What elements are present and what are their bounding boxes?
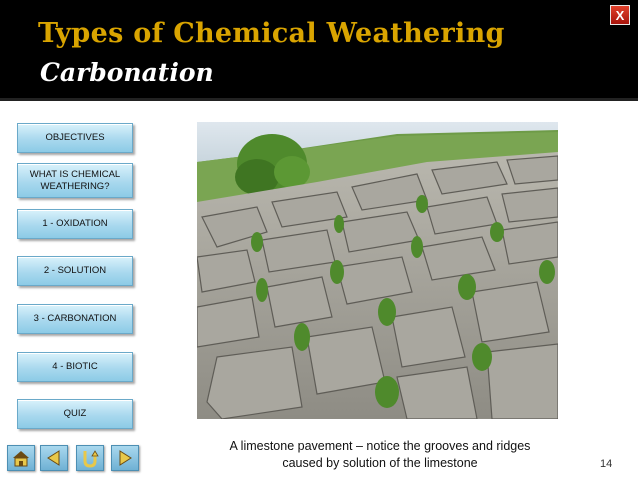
home-icon — [8, 446, 34, 470]
slide-subtitle: Carbonation — [40, 58, 214, 87]
photo-caption — [190, 438, 570, 472]
return-button[interactable] — [76, 445, 104, 471]
previous-icon — [41, 446, 67, 470]
limestone-pavement-photo — [197, 122, 558, 419]
header-divider — [0, 98, 638, 101]
caption-line-1: A limestone pavement – notice the grooves and ridges — [229, 439, 531, 453]
nav-objectives-label: OBJECTIVES — [45, 132, 105, 143]
nav-quiz-label: QUIZ — [63, 408, 87, 419]
return-icon — [77, 446, 103, 470]
nav-what-is-label-line1: WHAT IS CHEMICAL — [29, 168, 121, 180]
nav-solution-label: 2 - SOLUTION — [43, 265, 107, 276]
nav-biotic-label: 4 - BIOTIC — [52, 361, 98, 372]
close-button[interactable]: X — [610, 5, 630, 25]
next-button[interactable] — [111, 445, 139, 471]
next-icon — [112, 446, 138, 470]
nav-what-is-label-line2: WEATHERING? — [40, 180, 110, 192]
nav-what-is-chemical-weathering-button[interactable] — [17, 163, 133, 198]
nav-objectives-button[interactable] — [17, 123, 133, 153]
caption-line-2: caused by solution of the limestone — [282, 456, 478, 470]
nav-carbonation-button[interactable] — [17, 304, 133, 334]
home-button[interactable] — [7, 445, 35, 471]
nav-oxidation-label: 1 - OXIDATION — [42, 218, 108, 229]
nav-solution-button[interactable] — [17, 256, 133, 286]
nav-carbonation-label: 3 - CARBONATION — [33, 313, 117, 324]
nav-quiz-button[interactable] — [17, 399, 133, 429]
previous-button[interactable] — [40, 445, 68, 471]
nav-oxidation-button[interactable] — [17, 209, 133, 239]
nav-biotic-button[interactable] — [17, 352, 133, 382]
page-number: 14 — [600, 458, 613, 470]
slide-title: Types of Chemical Weathering — [38, 18, 505, 49]
